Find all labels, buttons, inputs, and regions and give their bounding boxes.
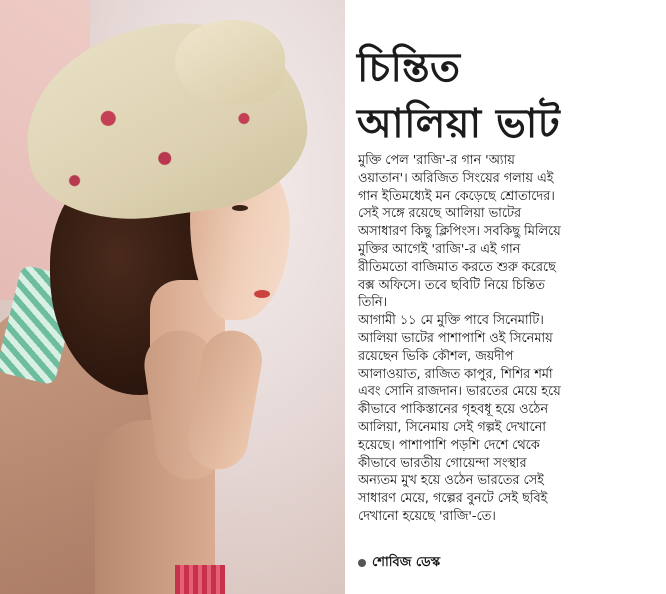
body-line: তিনি। [358, 295, 388, 311]
body-line: এবং সোনি রাজদান। ভারতের মেয়ে হয়ে [358, 384, 561, 400]
photo-headscarf-knot [175, 20, 285, 105]
body-line: মুক্তির আগেই 'রাজি'-র এই গান [358, 241, 521, 257]
body-line: কীভাবে ভারতীয় গোয়েন্দা সংস্থার [358, 455, 527, 471]
body-line: আলিয়া, সিনেমায় সেই গল্পই দেখানো [358, 419, 546, 435]
body-line: মুক্তি পেল 'রাজি'-র গান 'অ্যায় [358, 153, 515, 168]
body-line: বক্স অফিসে। তবে ছবিটি নিয়ে চিন্তিত [358, 277, 545, 293]
body-line: অন্যতম মুখ হয়ে ওঠেন ভারতের সেই [358, 473, 544, 489]
body-line: সেই সঙ্গে রয়েছে আলিয়া ভাটের [358, 206, 522, 222]
article-body [358, 152, 658, 526]
body-line: ওয়াতান'। অরিজিত সিংয়ের গলায় এই [358, 170, 554, 186]
byline-text: শোবিজ ডেস্ক [372, 555, 441, 570]
body-line: হয়েছে। পাশাপাশি পড়শি দেশে থেকে [358, 437, 540, 453]
body-line: দেখানো হয়েছে 'রাজি'-তে। [358, 508, 496, 524]
body-line: আলিয়া ভাটের পাশাপাশি ওই সিনেমায় [358, 330, 553, 346]
article-title-line-2: আলিয়া ভাট [357, 101, 561, 147]
body-line: সাধারণ মেয়ে, গল্পের বুনটে সেই ছবিই [358, 491, 548, 507]
body-line: আগামী ১১ মে মুক্তি পাবে সিনেমাটি। [358, 313, 544, 329]
article-title-line-1: চিন্তিত [357, 45, 461, 91]
photo-lips [254, 290, 270, 298]
body-line: কীভাবে পাকিস্তানের গৃহবধূ হয়ে ওঠেন [358, 402, 548, 418]
body-line: আলাওয়াত, রাজিত কাপুর, শিশির শর্মা [358, 366, 553, 382]
photo-eye [232, 205, 248, 211]
bullet-icon [358, 559, 366, 567]
body-line: রয়েছেন ভিকি কৌশল, জয়দীপ [358, 348, 514, 364]
article-title [357, 40, 657, 152]
body-line: অসাধারণ কিছু ক্লিপিংস। সবকিছু মিলিয়ে [358, 224, 561, 240]
photo-bangle [175, 565, 225, 594]
byline [358, 554, 558, 572]
body-line: গান ইতিমধ্যেই মন কেড়েছে শ্রোতাদের। [358, 188, 555, 204]
body-line: রীতিমতো বাজিমাত করতে শুরু করেছে [358, 259, 556, 275]
